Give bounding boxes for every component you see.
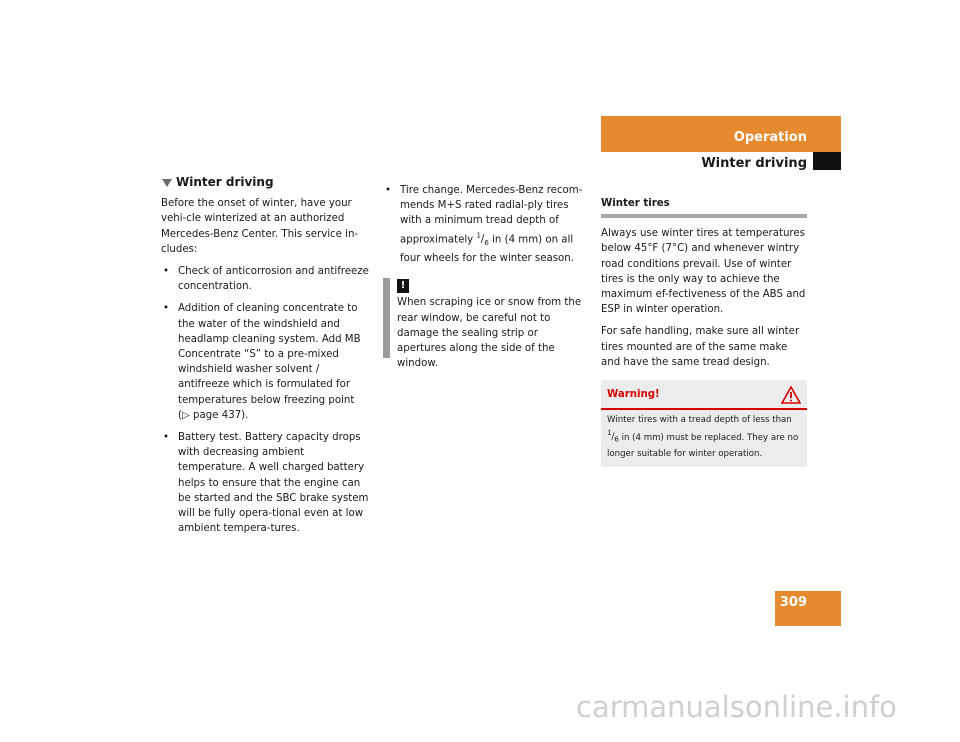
fraction: $^1/_6$ xyxy=(476,231,489,248)
winter-tires-heading: Winter tires xyxy=(601,196,807,218)
bullet-icon: • xyxy=(163,303,170,315)
fraction-denominator: 6 xyxy=(484,239,489,248)
column-middle xyxy=(383,183,588,371)
winter-tires-paragraph-1: Always use winter tires at temperatures below 45°F (7°C) and whenever wintry road conditions prevail. Use of winter tires is the only way to achieve the maximum ef-fectiveness of the ABS and ESP in winter operation. xyxy=(601,228,806,316)
bullet-icon: • xyxy=(163,432,170,444)
exclamation-icon: ! xyxy=(397,279,409,293)
note-box xyxy=(383,278,588,371)
list-item xyxy=(161,430,369,536)
page-number-box xyxy=(775,591,841,626)
list-item-text: Check of anticorrosion and antifreeze concentration. xyxy=(178,266,369,293)
fraction: $^1/_6$ xyxy=(607,429,619,445)
list-item xyxy=(161,264,369,294)
intro-paragraph: Before the onset of winter, have your vehi-cle winterized at an authorized Mercedes-Benz Center. This service in-cludes: xyxy=(161,198,359,255)
winterize-list xyxy=(161,264,369,536)
note-text: When scraping ice or snow from the rear window, be careful not to damage the sealing strip or apertures along the side of the window. xyxy=(397,297,582,370)
fraction-numerator: 1 xyxy=(607,429,612,438)
note-bar xyxy=(383,278,390,358)
warning-text-end: in (4 mm) must be replaced. They are no longer suitable for winter operation. xyxy=(607,432,799,459)
header-banner xyxy=(601,116,841,152)
winter-tires-paragraph-2: For safe handling, make sure all winter tires mounted are of the same make and have the same tread design. xyxy=(601,326,800,368)
subsection-title: Winter driving xyxy=(701,156,807,171)
tab-marker xyxy=(813,152,841,170)
warning-text xyxy=(601,410,807,461)
fraction-numerator: 1 xyxy=(476,231,481,240)
warning-header xyxy=(601,380,807,410)
warning-triangle-icon xyxy=(781,386,801,404)
column-left xyxy=(161,175,369,543)
fraction-denominator: 6 xyxy=(614,436,619,445)
section-heading xyxy=(161,175,369,190)
triangle-down-icon xyxy=(162,179,172,187)
section-heading-text: Winter driving xyxy=(176,175,274,189)
list-item-text: Battery test. Battery capacity drops with decreasing ambient temperature. A well charged battery helps to ensure that the engine can be started and the SBC brake system will be fully opera-tional even at low ambient tempera-tures. xyxy=(178,432,369,535)
bullet-icon: • xyxy=(385,185,392,196)
warning-text-start: Winter tires with a tread depth of less than xyxy=(607,415,792,426)
section-title: Operation xyxy=(733,130,807,145)
tire-change-text-start: Tire change. Mercedes-Benz recom-mends M+S rated radial-ply tires with a minimum tread depth of approximately xyxy=(400,185,583,245)
warning-box xyxy=(601,380,807,467)
list-item xyxy=(161,301,369,423)
tire-change-list xyxy=(383,183,588,266)
list-item xyxy=(383,183,588,266)
page-number: 309 xyxy=(779,595,807,610)
bullet-icon: • xyxy=(163,266,170,278)
tire-change-text-end: in (4 mm) on all four wheels for the winter season. xyxy=(400,234,574,265)
column-right xyxy=(601,196,807,467)
watermark: carmanualsonline.info xyxy=(576,690,897,724)
list-item-text: Addition of cleaning concentrate to the water of the windshield and headlamp cleaning system. Add MB Concentrate “S” to a pre-mixed windshield washer solvent / antifreeze which is formulated for temperatures below freezing point (▷ page 437). xyxy=(178,303,361,421)
warning-label: Warning! xyxy=(607,389,660,401)
